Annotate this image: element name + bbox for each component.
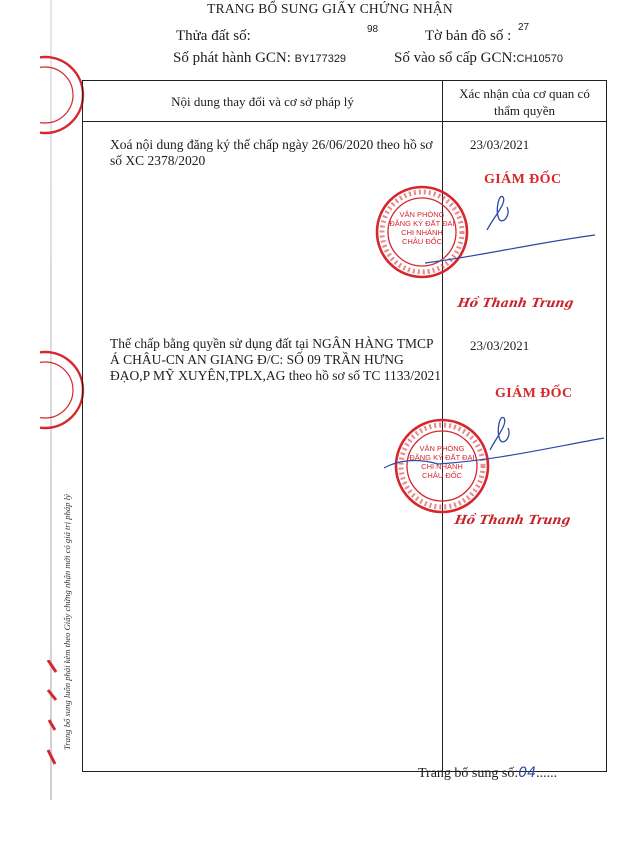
partial-seal-icon: [40, 50, 86, 140]
parcel-label: Thửa đất số:: [176, 28, 251, 44]
seal-text: VĂN PHÒNG ĐĂNG KÝ ĐẤT ĐAI CHI NHÁNH CHÂU ĐỐC: [389, 210, 455, 246]
column-header-content: Nội dung thay đổi và cơ sở pháp lý: [171, 94, 354, 109]
entry-2-content: [110, 336, 441, 384]
serial-value: BY177329: [294, 53, 347, 65]
serial-number: [173, 50, 346, 67]
supplement-value: 04: [518, 765, 537, 781]
parcel-value: 98: [367, 24, 379, 35]
header-divider: [83, 121, 606, 122]
column-header-confirmation-line1: Xác nhận của cơ quan có: [459, 86, 590, 101]
seal-text: VĂN PHÒNG ĐĂNG KÝ ĐẤT ĐAI CHI NHÁNH CHÂU ĐỐC: [409, 444, 475, 480]
register-number: [394, 50, 563, 67]
partial-seal-icon: [46, 660, 58, 770]
partial-seal-icon: [40, 345, 86, 435]
entry-1-signer-name: Hồ Thanh Trung: [456, 295, 575, 310]
map-sheet-number: [425, 28, 511, 45]
entry-2-date: 23/03/2021: [470, 338, 530, 353]
entry-2-line: Á CHÂU-CN AN GIANG Đ/C: SỐ 09 TRẦN HƯNG: [110, 352, 404, 367]
map-sheet-value: 27: [518, 22, 530, 33]
entry-1-signature-icon: [395, 185, 605, 285]
register-label: Số vào sổ cấp GCN:: [394, 50, 517, 66]
entry-1-director-title: GIÁM ĐỐC: [484, 172, 562, 187]
supplement-page-number: [418, 765, 557, 782]
supplement-label: Trang bổ sung số:: [418, 766, 519, 781]
entry-2-director-title: GIÁM ĐỐC: [495, 386, 573, 401]
serial-label: Số phát hành GCN:: [173, 50, 291, 66]
entry-2-signer-name: Hồ Thanh Trung: [453, 512, 572, 527]
supplement-dots: ......: [536, 766, 558, 781]
entry-1-date: 23/03/2021: [470, 137, 530, 152]
parcel-number: [176, 28, 251, 45]
entry-1-content: [110, 137, 432, 169]
column-header-confirmation-line2: thẩm quyền: [493, 103, 555, 118]
entry-2-line: Thế chấp bằng quyền sử dụng đất tại NGÂN HÀNG TMCP: [110, 336, 434, 351]
map-sheet-label: Tờ bản đồ số :: [425, 28, 512, 44]
register-value: CH10570: [516, 53, 563, 65]
entry-1-line: số XC 2378/2020: [110, 153, 206, 168]
entry-1-line: Xoá nội dung đăng ký thế chấp ngày 26/06/2020 theo hồ sơ: [110, 137, 433, 152]
entry-2-line: ĐẠO,P MỸ XUYÊN,TPLX,AG theo hồ sơ số TC 1133/2021: [110, 368, 442, 383]
document-title: TRANG BỔ SUNG GIẤY CHỨNG NHẬN: [207, 1, 453, 16]
side-legal-note: Trang bổ sung luôn phải kèm theo Giấy chứng nhận mới có giá trị pháp lý: [62, 494, 72, 750]
entry-2-signature-icon: [378, 410, 608, 490]
column-header-confirmation: [443, 85, 606, 119]
